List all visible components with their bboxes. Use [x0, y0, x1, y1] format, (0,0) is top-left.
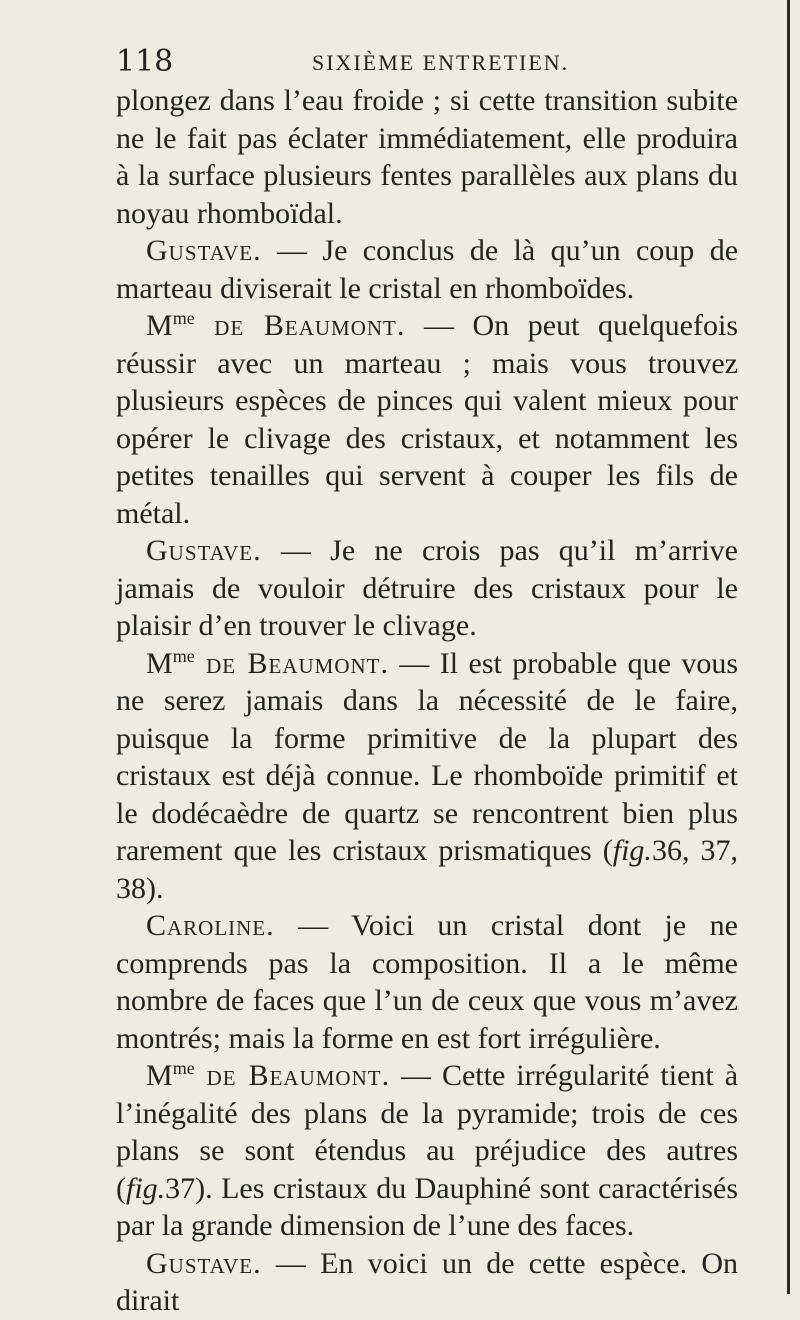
paragraph-text: — Voici un cristal dont je ne comprends pas la composition. Il a le même nombre de faces que l’un de ceux que vous m’avez montrés; mais la forme en est fort irrégulière. — [116, 909, 739, 1055]
running-header — [116, 44, 676, 80]
body-text — [116, 82, 738, 1320]
speaker-name: Gustave. — [146, 234, 262, 267]
speaker-sup: me — [172, 645, 195, 666]
speaker-sup: me — [172, 1058, 195, 1078]
paragraph-2 — [116, 232, 738, 307]
speaker-name: de Beaumont. — [194, 309, 406, 342]
speaker-prefix: M — [146, 1059, 173, 1092]
page-edge-line — [787, 0, 790, 1294]
figure-label: fig. — [126, 1171, 166, 1205]
paragraph-8 — [116, 1245, 738, 1320]
page-number: 118 — [116, 44, 174, 79]
paragraph-text: — Il est probable que vous ne serez jamais dans la nécessité de le faire, puisque la forme primitive de la plupart des cristaux est déjà connue. Le rhomboïde primitif et le dodécaèdre de quartz se rencontrent bien plus rarement que les cristaux prismatiques ( — [116, 646, 738, 867]
paragraph-3 — [116, 307, 738, 532]
figure-refs: 37). Les cristaux du Dauphiné sont caractérisés par la grande dimension de l’une des faces. — [116, 1171, 738, 1242]
speaker-name: de Beaumont. — [194, 1059, 391, 1092]
paragraph-6 — [116, 907, 738, 1057]
figure-refs: 36, 37, 38). — [116, 834, 738, 905]
paragraph-text: — En voici un de cette espèce. On dirait — [116, 1246, 739, 1317]
speaker-name: Caroline. — [146, 909, 275, 942]
speaker-name: Gustave. — [146, 1246, 262, 1280]
paragraph-text: — Je conclus de là qu’un coup de marteau diviserait le cristal en rhomboïdes. — [116, 234, 739, 305]
speaker-prefix: M — [146, 309, 173, 342]
speaker-prefix: M — [146, 646, 173, 680]
running-title: SIXIÈME ENTRETIEN. — [312, 50, 570, 75]
figure-label: fig. — [612, 834, 652, 867]
paragraph-text: — Cette irrégularité tient à l’inégalité des plans de la pyramide; trois de ces plans se sont étendus au préjudice des autres ( — [116, 1059, 739, 1205]
paragraph-text: — On peut quelquefois réussir avec un marteau ; mais vous trouvez plusieurs espèces de pinces qui valent mieux pour opérer le clivage des cristaux, et notamment les petites tenailles qui servent à couper les fils de métal. — [116, 309, 739, 530]
paragraph-7 — [116, 1057, 738, 1245]
speaker-name: Gustave. — [146, 534, 262, 567]
paragraph-4 — [116, 532, 738, 645]
paragraph-text: — Je ne crois pas qu’il m’arrive jamais de vouloir détruire des cristaux pour le plaisir d’en trouver le clivage. — [116, 534, 738, 642]
speaker-name: de Beaumont. — [194, 646, 389, 680]
paragraph-1 — [116, 82, 738, 232]
paragraph-text: plongez dans l’eau froide ; si cette transition subite ne le fait pas éclater immédiatement, elle produira à la surface plusieurs fentes parallèles aux plans du noyau rhomboïdal. — [116, 84, 738, 230]
paragraph-5 — [116, 645, 738, 908]
speaker-sup: me — [172, 308, 195, 328]
